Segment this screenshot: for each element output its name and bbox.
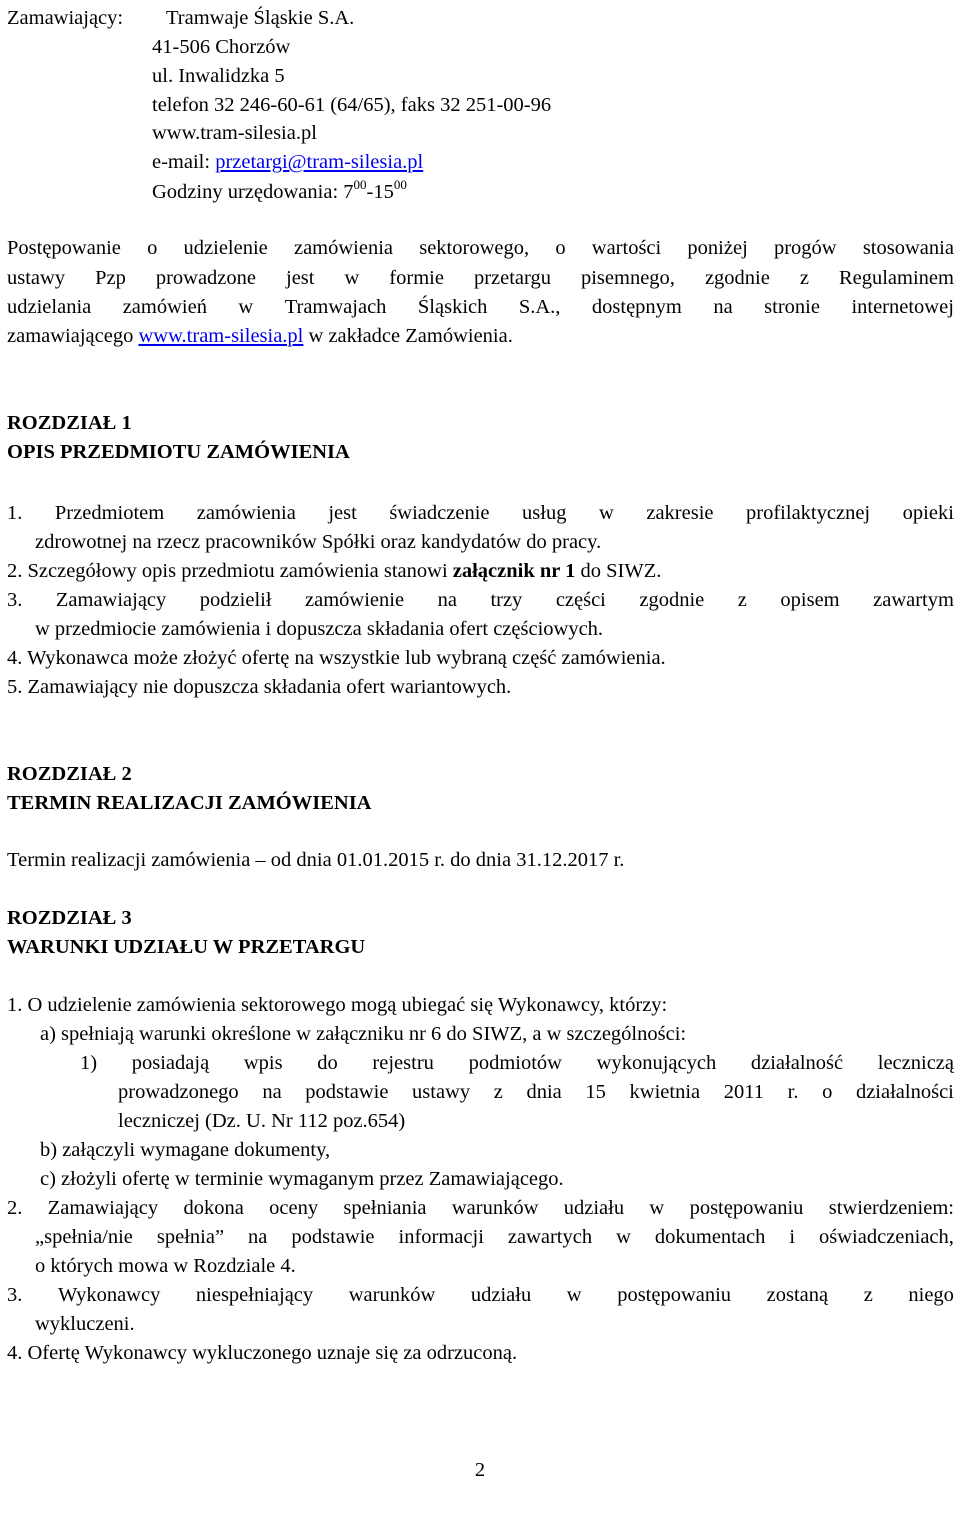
ch1-item-3-line-2: w przedmiocie zamówienia i dopuszcza składania ofert częściowych. bbox=[35, 618, 604, 640]
word: 3. bbox=[7, 1284, 23, 1306]
address-city: 41-506 Chorzów bbox=[152, 36, 291, 58]
word: podstawie bbox=[305, 1081, 389, 1103]
word: 1. bbox=[7, 502, 23, 524]
word: 2. bbox=[7, 1197, 23, 1219]
word: warunków bbox=[451, 1197, 539, 1219]
word: poniżej bbox=[687, 237, 748, 259]
word: działalność bbox=[750, 1052, 844, 1074]
word: zawartych bbox=[507, 1226, 593, 1248]
word: w bbox=[649, 1197, 665, 1219]
word: ustawy bbox=[412, 1081, 471, 1103]
word: na bbox=[262, 1081, 282, 1103]
word: dokona bbox=[183, 1197, 244, 1219]
word: posiadają bbox=[131, 1052, 210, 1074]
word: wykonujących bbox=[596, 1052, 717, 1074]
word: usług bbox=[522, 502, 567, 524]
word: z bbox=[737, 589, 747, 611]
word: rejestru bbox=[372, 1052, 434, 1074]
word: oświadczeniach, bbox=[819, 1226, 954, 1248]
ch1-item-5: 5. Zamawiający nie dopuszcza składania ofert wariantowych. bbox=[7, 676, 512, 698]
word: świadczenie bbox=[389, 502, 490, 524]
word: zawartym bbox=[873, 589, 954, 611]
ch1-item-2: 2. Szczegółowy opis przedmiotu zamówienia stanowi załącznik nr 1 do SIWZ. bbox=[7, 560, 662, 582]
word: jest bbox=[286, 267, 315, 289]
ch3-item-4: 4. Ofertę Wykonawcy wykluczonego uznaje się za odrzuconą. bbox=[7, 1342, 518, 1364]
word: opisem bbox=[780, 589, 840, 611]
word: na bbox=[437, 589, 457, 611]
word: o bbox=[555, 237, 566, 259]
word: Przedmiotem bbox=[54, 502, 165, 524]
word: profilaktycznej bbox=[746, 502, 871, 524]
ch3-item-2-line-2 bbox=[35, 1225, 954, 1249]
word: udziału bbox=[470, 1284, 532, 1306]
office-hours: Godziny urzędowania: $7^{00}-15^{00}$ bbox=[152, 177, 407, 203]
ch3-item-1a-1-line-2 bbox=[118, 1080, 954, 1104]
word: udzielenie bbox=[183, 237, 268, 259]
ch3-item-1: 1. O udzielenie zamówienia sektorowego mogą ubiegać się Wykonawcy, którzy: bbox=[7, 994, 668, 1016]
page-number: 2 bbox=[474, 1459, 486, 1481]
word: Tramwajach bbox=[284, 296, 387, 318]
word: zamówień bbox=[122, 296, 207, 318]
chapter-1-title: ROZDZIAŁ 1 bbox=[7, 412, 132, 434]
word: zgodnie bbox=[639, 589, 705, 611]
word: zamówienia bbox=[196, 502, 296, 524]
word: postępowaniu bbox=[617, 1284, 732, 1306]
word: udziału bbox=[563, 1197, 625, 1219]
word: opieki bbox=[902, 502, 954, 524]
word: podzielił bbox=[199, 589, 272, 611]
word: r. bbox=[787, 1081, 799, 1103]
ch1-item-1-line-1 bbox=[7, 501, 954, 525]
word: pisemnego, bbox=[580, 267, 675, 289]
word: w bbox=[344, 267, 360, 289]
word: progów bbox=[773, 237, 837, 259]
word: i bbox=[789, 1226, 796, 1248]
word: S.A., bbox=[518, 296, 561, 318]
word: niespełniający bbox=[195, 1284, 314, 1306]
word: Pzp bbox=[95, 267, 126, 289]
word: sektorowego, bbox=[419, 237, 530, 259]
word: zgodnie bbox=[704, 267, 770, 289]
word: dnia bbox=[526, 1081, 562, 1103]
chapter-3-title: ROZDZIAŁ 3 bbox=[7, 907, 132, 929]
intro-line-4: zamawiającego www.tram-silesia.pl w zakładce Zamówienia. bbox=[7, 325, 513, 347]
word: 15 bbox=[585, 1081, 606, 1103]
word: spełniania bbox=[343, 1197, 427, 1219]
word: zakresie bbox=[646, 502, 714, 524]
chapter-3-subtitle: WARUNKI UDZIAŁU W PRZETARGU bbox=[7, 936, 366, 958]
word: zamówienie bbox=[305, 589, 405, 611]
word: 2011 bbox=[723, 1081, 764, 1103]
word: dostępnym bbox=[591, 296, 682, 318]
word: „spełnia/nie bbox=[35, 1226, 133, 1248]
word: Zamawiający bbox=[55, 589, 167, 611]
word: wartości bbox=[591, 237, 662, 259]
ch3-item-2-line-3: o których mowa w Rozdziale 4. bbox=[35, 1255, 296, 1277]
ch3-item-1c: c) złożyli ofertę w terminie wymaganym przez Zamawiającego. bbox=[40, 1168, 564, 1190]
word: o bbox=[822, 1081, 833, 1103]
word: trzy bbox=[490, 589, 523, 611]
word: warunków bbox=[348, 1284, 436, 1306]
word: formie bbox=[389, 267, 444, 289]
word: w bbox=[599, 502, 614, 524]
ch2-text: Termin realizacji zamówienia – od dnia 01.01.2015 r. do dnia 31.12.2017 r. bbox=[7, 849, 625, 871]
email-line bbox=[152, 150, 423, 174]
word: prowadzone bbox=[155, 267, 257, 289]
word: 1) bbox=[80, 1052, 98, 1074]
word: działalności bbox=[855, 1081, 954, 1103]
word: oceny bbox=[269, 1197, 319, 1219]
word: kwietnia bbox=[629, 1081, 701, 1103]
word: przetargu bbox=[473, 267, 551, 289]
word: z bbox=[799, 267, 809, 289]
word: leczniczą bbox=[877, 1052, 954, 1074]
word: postępowaniu bbox=[689, 1197, 804, 1219]
word: zamówienia bbox=[293, 237, 394, 259]
word: na bbox=[248, 1226, 268, 1248]
word: udzielania bbox=[7, 296, 92, 318]
word: 3. bbox=[7, 589, 23, 611]
intro-line-1 bbox=[7, 236, 954, 260]
intro-line-2 bbox=[7, 266, 954, 290]
ch3-item-3-line-2: wykluczeni. bbox=[35, 1313, 135, 1335]
chapter-2-subtitle: TERMIN REALIZACJI ZAMÓWIENIA bbox=[7, 792, 372, 814]
word: z bbox=[493, 1081, 503, 1103]
ch3-item-1a-1-line-3: leczniczej (Dz. U. Nr 112 poz.654) bbox=[118, 1110, 406, 1132]
word: internetowej bbox=[851, 296, 954, 318]
word: w bbox=[238, 296, 254, 318]
phone-fax: telefon 32 246-60-61 (64/65), faks 32 251-00-96 bbox=[152, 94, 552, 116]
word: Wykonawcy bbox=[57, 1284, 161, 1306]
word: w bbox=[566, 1284, 582, 1306]
word: o bbox=[147, 237, 158, 259]
chapter-1-subtitle: OPIS PRZEDMIOTU ZAMÓWIENIA bbox=[7, 441, 350, 463]
word: informacji bbox=[398, 1226, 484, 1248]
address-street: ul. Inwalidzka 5 bbox=[152, 65, 285, 87]
email-link[interactable]: przetargi@tram-silesia.pl bbox=[215, 151, 424, 173]
word: stwierdzeniem: bbox=[828, 1197, 954, 1219]
word: Śląskich bbox=[417, 296, 488, 318]
word: Regulaminem bbox=[838, 267, 954, 289]
word: podstawie bbox=[291, 1226, 375, 1248]
word: Zamawiający bbox=[47, 1197, 159, 1219]
chapter-2-title: ROZDZIAŁ 2 bbox=[7, 763, 132, 785]
ch3-item-1a: a) spełniają warunki określone w załączniku nr 6 do SIWZ, a w szczególności: bbox=[40, 1023, 687, 1045]
website-link[interactable]: www.tram-silesia.pl bbox=[138, 325, 304, 347]
word: prowadzonego bbox=[118, 1081, 239, 1103]
word: części bbox=[555, 589, 606, 611]
word: na bbox=[713, 296, 733, 318]
word: z bbox=[863, 1284, 873, 1306]
word: Postępowanie bbox=[7, 237, 121, 259]
contracting-authority-name: Tramwaje Śląskie S.A. bbox=[166, 7, 355, 29]
ch3-item-1a-1-line-1 bbox=[80, 1051, 954, 1075]
word: podmiotów bbox=[468, 1052, 562, 1074]
word: ustawy bbox=[7, 267, 66, 289]
word: spełnia” bbox=[156, 1226, 225, 1248]
ch3-item-2-line-1 bbox=[7, 1196, 954, 1220]
contracting-authority-label: Zamawiający: bbox=[7, 7, 124, 29]
word: do bbox=[317, 1052, 338, 1074]
word: w bbox=[616, 1226, 631, 1248]
ch1-item-1-line-2: zdrowotnej na rzecz pracowników Spółki oraz kandydatów do pracy. bbox=[35, 531, 602, 553]
ch1-item-4: 4. Wykonawca może złożyć ofertę na wszystkie lub wybraną część zamówienia. bbox=[7, 647, 666, 669]
word: wpis bbox=[243, 1052, 283, 1074]
ch3-item-1b: b) załączyli wymagane dokumenty, bbox=[40, 1139, 331, 1161]
ch1-item-3-line-1 bbox=[7, 588, 954, 612]
intro-line-3 bbox=[7, 295, 954, 319]
word: stronie bbox=[764, 296, 820, 318]
ch3-item-3-line-1 bbox=[7, 1283, 954, 1307]
word: zostaną bbox=[766, 1284, 829, 1306]
word: dokumentach bbox=[654, 1226, 766, 1248]
word: stosowania bbox=[862, 237, 954, 259]
word: niego bbox=[908, 1284, 954, 1306]
word: jest bbox=[328, 502, 357, 524]
email-label: e-mail: bbox=[152, 151, 211, 173]
website-text: www.tram-silesia.pl bbox=[152, 122, 317, 144]
